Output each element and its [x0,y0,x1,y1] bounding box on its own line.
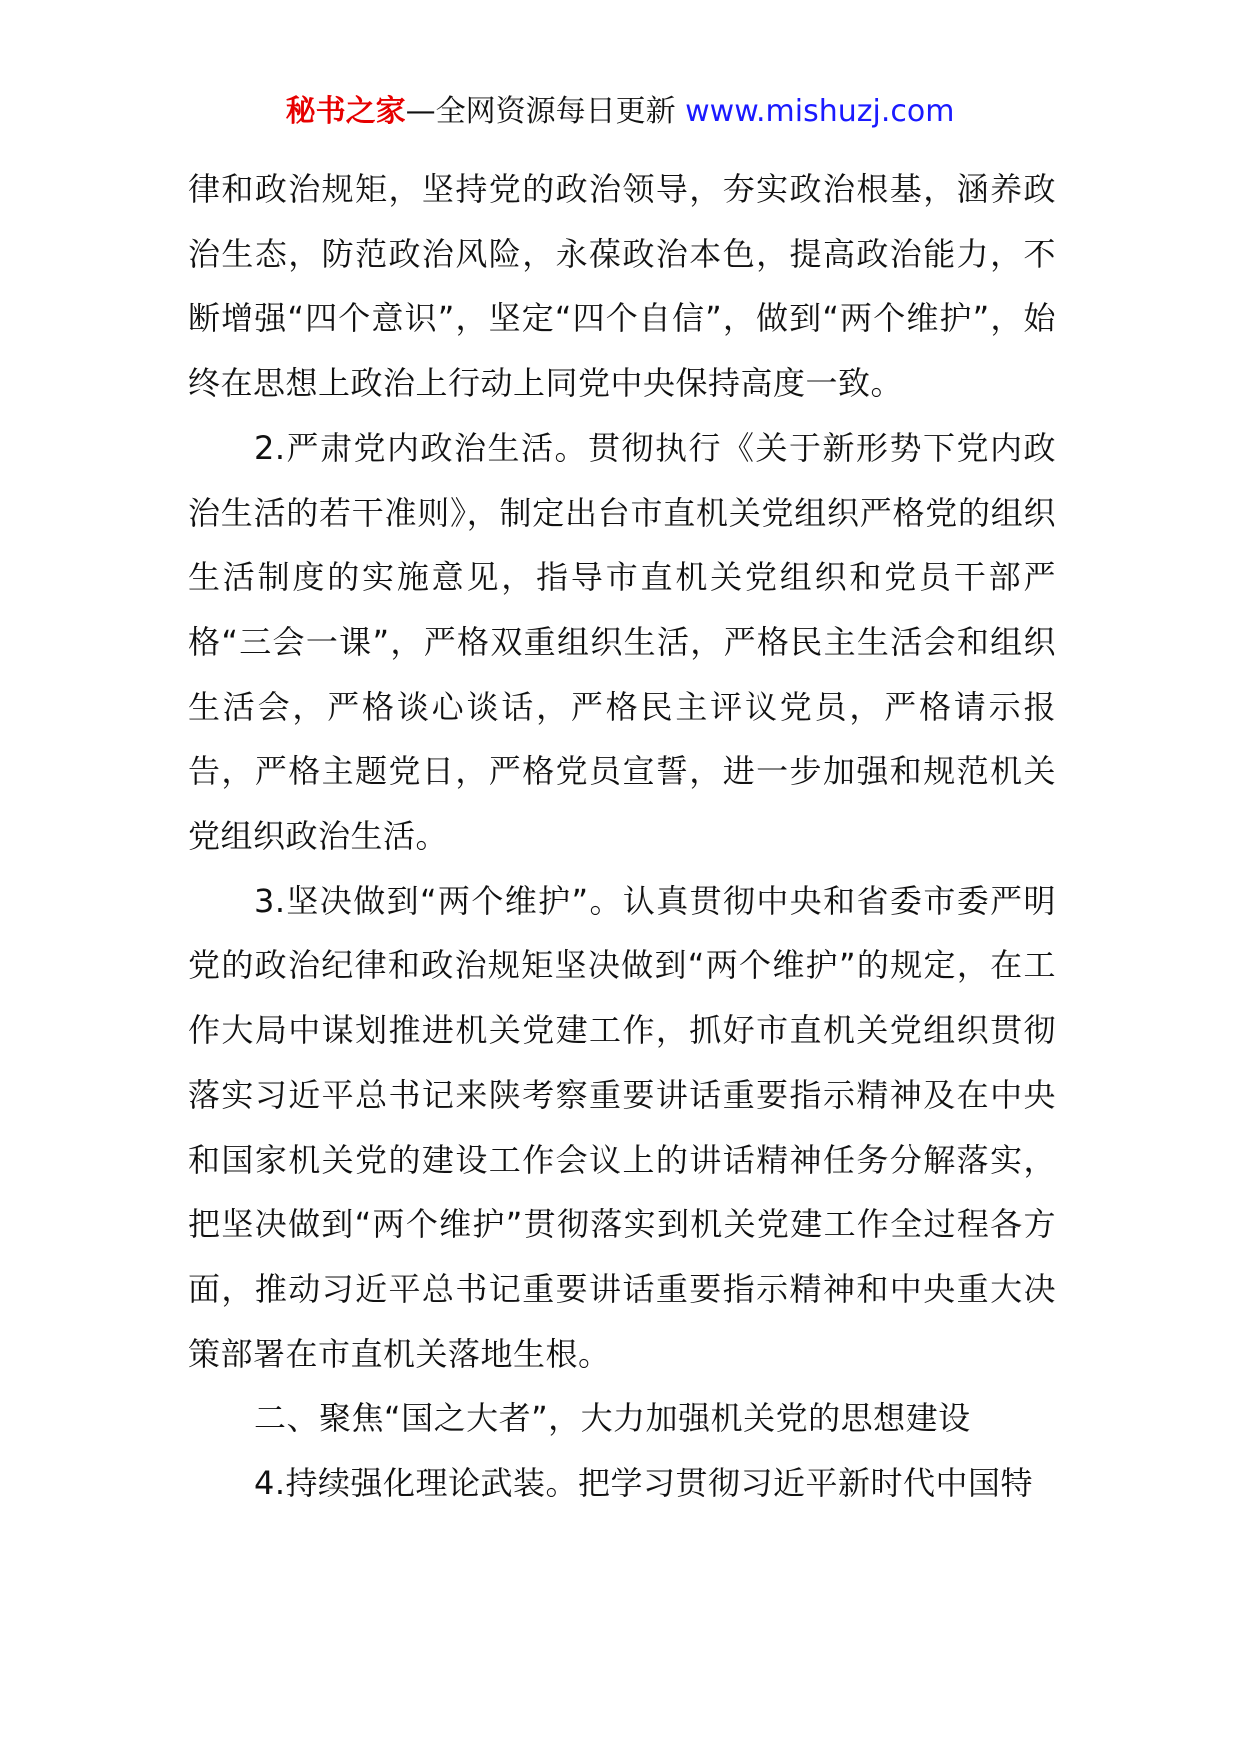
brand-name: 秘书之家 [285,94,406,129]
paragraph-continued: 律和政治规矩，坚持党的政治领导，夯实政治根基，涵养政治生态，防范政治风险，永葆政治本色，提高政治能力，不断增强“四个意识”，坚定“四个自信”，做到“两个维护”，始终在思想上政治上行动上同党中央保持高度一致。 [188,170,1056,403]
paragraph-item-4: 4.持续强化理论武装。把学习贯彻习近平新时代中国特 [254,1464,1034,1503]
paragraph-item-3: 3.坚决做到“两个维护”。认真贯彻中央和省委市委严明党的政治纪律和政治规矩坚决做到“两个维护”的规定，在工作大局中谋划推进机关党建工作，抓好市直机关党组织贯彻落实习近平总书记来陕考察重要讲话重要指示精神及在中央和国家机关党的建设工作会议上的讲话精神任务分解落实，把坚决做到“两个维护”贯彻落实到机关党建工作全过程各方面，推动习近平总书记重要讲话重要指示精神和中央重大决策部署在市直机关落地生根。 [188,881,1056,1373]
site-header [0,92,1240,132]
document-body [188,157,1056,1516]
paragraph-item-2: 2.严肃党内政治生活。贯彻执行《关于新形势下党内政治生活的若干准则》，制定出台市直机关党组织严格党的组织生活制度的实施意见，指导市直机关党组织和党员干部严格“三会一课”，严格双重组织生活，严格民主生活会和组织生活会，严格谈心谈话，严格民主评议党员，严格请示报告，严格主题党日，严格党员宣誓，进一步加强和规范机关党组织政治生活。 [188,428,1056,856]
site-url-link[interactable]: www.mishuzj.com [685,94,955,129]
section-heading-2: 二、聚焦“国之大者”，大力加强机关党的思想建设 [254,1399,971,1438]
header-tagline: —全网资源每日更新 [405,94,686,129]
